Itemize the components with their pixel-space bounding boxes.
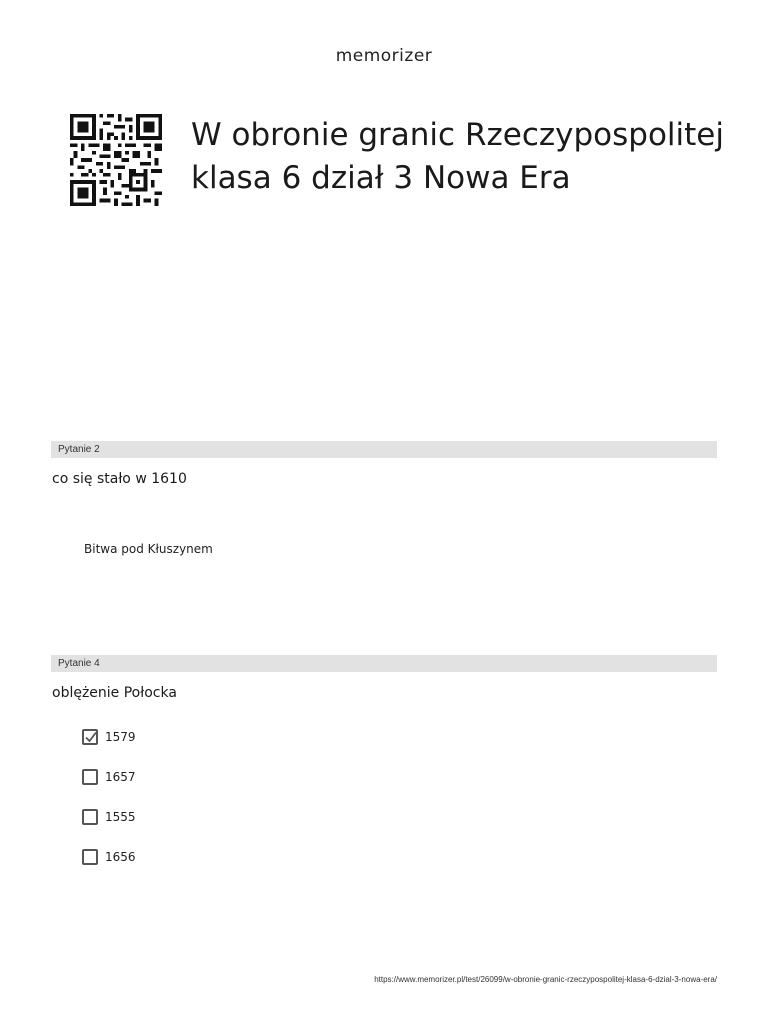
- option-label: 1579: [105, 730, 136, 744]
- source-url[interactable]: https://www.memorizer.pl/test/26099/w-obronie-granic-rzeczypospolitej-klasa-6-dzial-3-nowa-era/: [374, 975, 717, 984]
- question-label: Pytanie 2: [58, 444, 100, 455]
- option-label: 1656: [105, 850, 136, 864]
- document-title: W obronie granic Rzeczypospolitej klasa 6 dział 3 Nowa Era: [191, 117, 724, 196]
- option-label: 1657: [105, 770, 136, 784]
- option-label: 1555: [105, 810, 136, 824]
- answer-option[interactable]: [82, 727, 136, 747]
- question-text: co się stało w 1610: [52, 471, 187, 487]
- question-header-bar: [51, 655, 717, 672]
- checkbox-icon[interactable]: [82, 809, 98, 825]
- memorizer-logo: memorizer: [335, 46, 433, 66]
- answer-option[interactable]: [82, 767, 136, 787]
- checkbox-icon[interactable]: [82, 849, 98, 865]
- question-label: Pytanie 4: [58, 658, 100, 669]
- checkbox-icon[interactable]: [82, 769, 98, 785]
- answer-option[interactable]: [82, 847, 136, 867]
- checkbox-checked-icon[interactable]: [82, 729, 98, 745]
- question-header-bar: [51, 441, 717, 458]
- answer-text: Bitwa pod Kłuszynem: [84, 542, 213, 556]
- qr-code-icon: [68, 114, 164, 206]
- question-text: oblężenie Połocka: [52, 685, 177, 701]
- answer-option[interactable]: [82, 807, 136, 827]
